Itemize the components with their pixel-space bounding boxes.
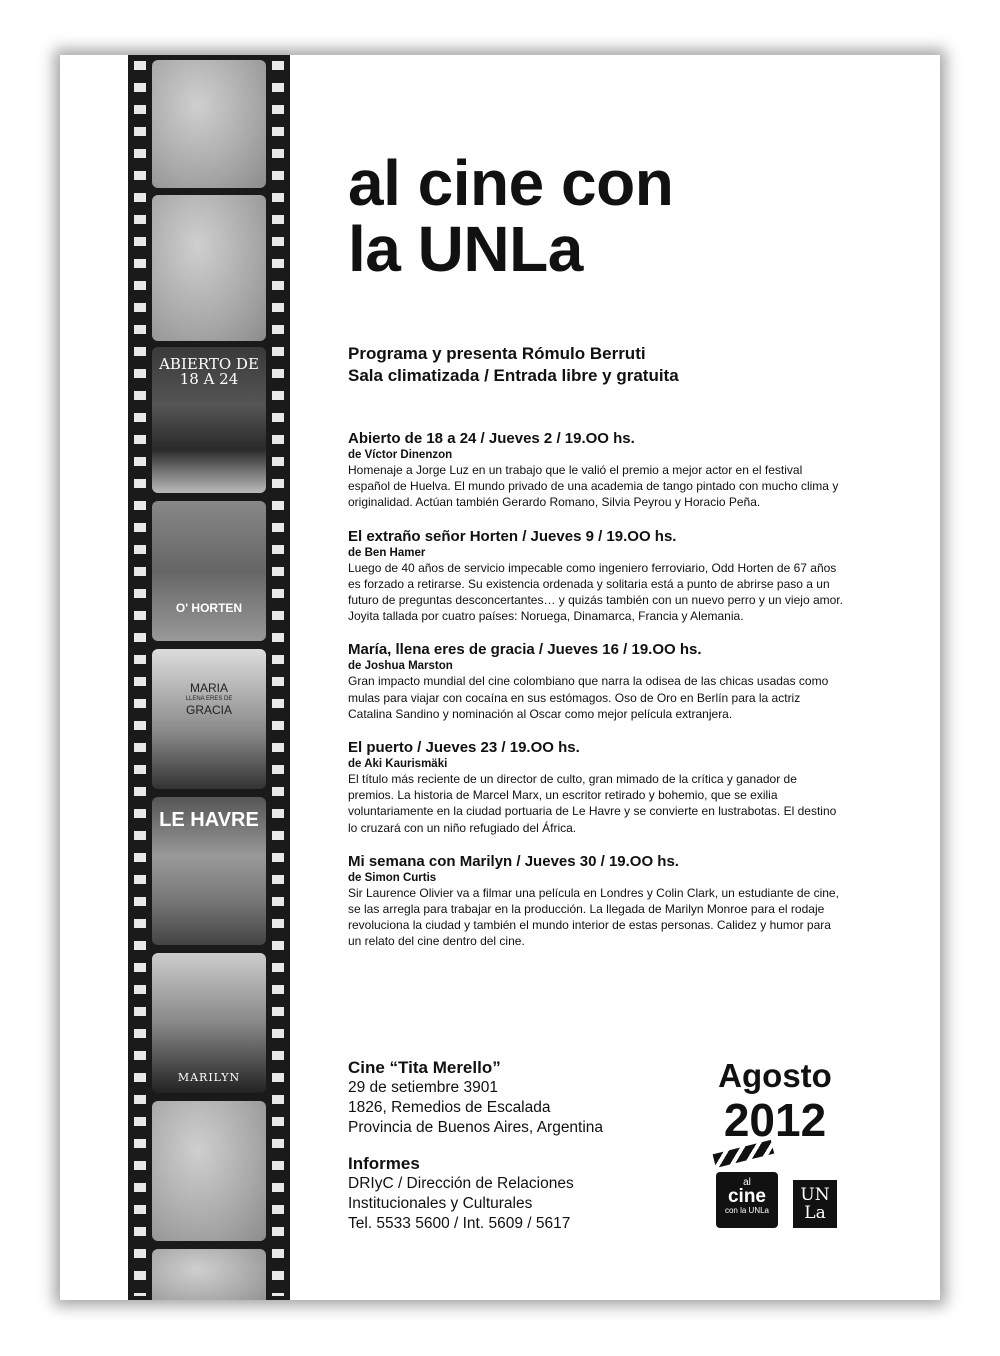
date-year: 2012	[723, 1094, 827, 1146]
movie-heading: El puerto / Jueves 23 / 19.OO hs.	[348, 739, 580, 757]
venue-address-2: 1826, Remedios de Escalada	[348, 1099, 551, 1116]
film-strip	[128, 55, 290, 1300]
movie-description: El título más reciente de un director de culto, gran mimado de la crítica y ganador de premios. La historia de Marcel Marx, un escritor retirado y bohemio, que se exilia voluntariamente en la ciudad portuaria de Le Havre y se convierte en lustrabotas. El destino lo cruzará con un niño refugiado del África.	[348, 772, 837, 835]
logo-la: La	[804, 1203, 826, 1223]
logo-con-la-unla: con la UNLa	[724, 1206, 770, 1215]
movie-director: de Ben Hamer	[348, 546, 426, 559]
poster-le-havre	[152, 797, 266, 945]
info-block	[348, 1154, 574, 1234]
movie-item	[348, 641, 843, 722]
unla-logo	[793, 1180, 837, 1228]
poster-horten-title: O' HORTEN	[175, 601, 243, 615]
al-cine-clapperboard-logo	[716, 1150, 778, 1228]
poster-maria-title: MARIA	[189, 681, 228, 695]
date-block	[700, 1058, 850, 1146]
movie-description: Sir Laurence Olivier va a filmar una película en Londres y Colin Clark, un estudiante de cine, se las arregla para trabajar en la producción. La llegada de Marilyn Monroe para el rodaje revoluciona la ciudad y también el mundo interior de estas personas. Calidez y humor para un relato del cine dentro del cine.	[348, 885, 839, 949]
info-line-2: Institucionales y Culturales	[348, 1195, 533, 1212]
poster-abierto-title: ABIERTO DE 18 A 24	[159, 355, 259, 388]
sprocket-holes-left	[134, 61, 146, 1296]
movie-item	[348, 430, 843, 511]
movie-heading: María, llena eres de gracia / Jueves 16 / 19.OO hs.	[348, 641, 702, 659]
movie-director: de Simon Curtis	[348, 871, 437, 884]
movie-description: Gran impacto mundial del cine colombiano que narra la odisea de las chicas usadas como mulas para viajar con cocaína en sus estómagos. Oso de Oro en Berlín para la actriz Catalina Sandino y nominación al Oscar como mejor película extranjera.	[348, 674, 829, 721]
venue-address-1: 29 de setiembre 3901	[348, 1079, 498, 1096]
info-title: Informes	[348, 1154, 420, 1173]
clapperboard-body	[716, 1172, 778, 1228]
movie-item	[348, 739, 843, 836]
movie-director: de Aki Kaurismäki	[348, 758, 448, 771]
venue-block	[348, 1058, 603, 1138]
film-frame-blank	[152, 195, 266, 341]
intro	[348, 343, 679, 387]
movie-director: de Joshua Marston	[348, 660, 453, 673]
poster-maria-gracia: GRACIA	[185, 703, 232, 717]
movie-description: Homenaje a Jorge Luz en un trabajo que le valió el premio a mejor actor en el festival español de Huelva. El mundo privado de una academia de tango pintado con mucho clima y originalidad. Actúan también Gerardo Romano, Silvia Peyrou y Horacio Peña.	[348, 463, 839, 510]
sprocket-holes-right	[272, 61, 284, 1296]
venue-address-3: Provincia de Buenos Aires, Argentina	[348, 1119, 604, 1136]
logo-cine: cine	[727, 1186, 767, 1207]
logo-al: al	[743, 1177, 751, 1188]
poster-abierto	[152, 347, 266, 493]
movie-item	[348, 528, 843, 625]
movie-heading: Mi semana con Marilyn / Jueves 30 / 19.OO hs.	[348, 852, 679, 870]
page-title	[348, 147, 674, 285]
intro-venue-note: Sala climatizada / Entrada libre y gratuita	[348, 366, 679, 385]
movie-description: Luego de 40 años de servicio impecable como ingeniero ferroviario, Odd Horten de 67 años es forzado a retirarse. Su existencia ordenada y solitaria está a punto de abrirse paso a un futuro de preguntas desconcertantes… y quizás también con un nuevo perro y un viejo amor. Joyita tallada por cuatro países: Noruega, Dinamarca, Francia y Alemania.	[348, 560, 843, 624]
info-phone: Tel. 5533 5600 / Int. 5609 / 5617	[348, 1215, 571, 1232]
poster-marilyn-title: MARILYN	[177, 1071, 241, 1084]
movie-heading: El extraño señor Horten / Jueves 9 / 19.OO hs.	[348, 527, 677, 545]
film-frame-blank	[152, 1101, 266, 1241]
poster-horten	[152, 501, 266, 641]
poster-maria-sub: LLENA ERES DE	[185, 696, 233, 702]
film-frame-blank	[152, 1249, 266, 1300]
logo-un: UN	[800, 1185, 830, 1205]
date-month: Agosto	[718, 1057, 832, 1094]
poster-marilyn	[152, 953, 266, 1093]
movie-heading: Abierto de 18 a 24 / Jueves 2 / 19.OO hs.	[348, 430, 635, 447]
movie-item	[348, 853, 843, 950]
title-line-1: al cine con	[348, 147, 674, 219]
intro-presenter: Programa y presenta Rómulo Berruti	[348, 344, 646, 363]
poster-maria	[152, 649, 266, 789]
title-line-2: la UNLa	[348, 213, 583, 285]
venue-name: Cine “Tita Merello”	[348, 1058, 501, 1077]
movie-list	[348, 430, 843, 967]
info-line-1: DRIyC / Dirección de Relaciones	[348, 1175, 574, 1192]
film-frame-blank	[152, 60, 266, 188]
movie-director: de Víctor Dinenzon	[348, 449, 453, 461]
poster-le-havre-title: LE HAVRE	[159, 809, 259, 831]
